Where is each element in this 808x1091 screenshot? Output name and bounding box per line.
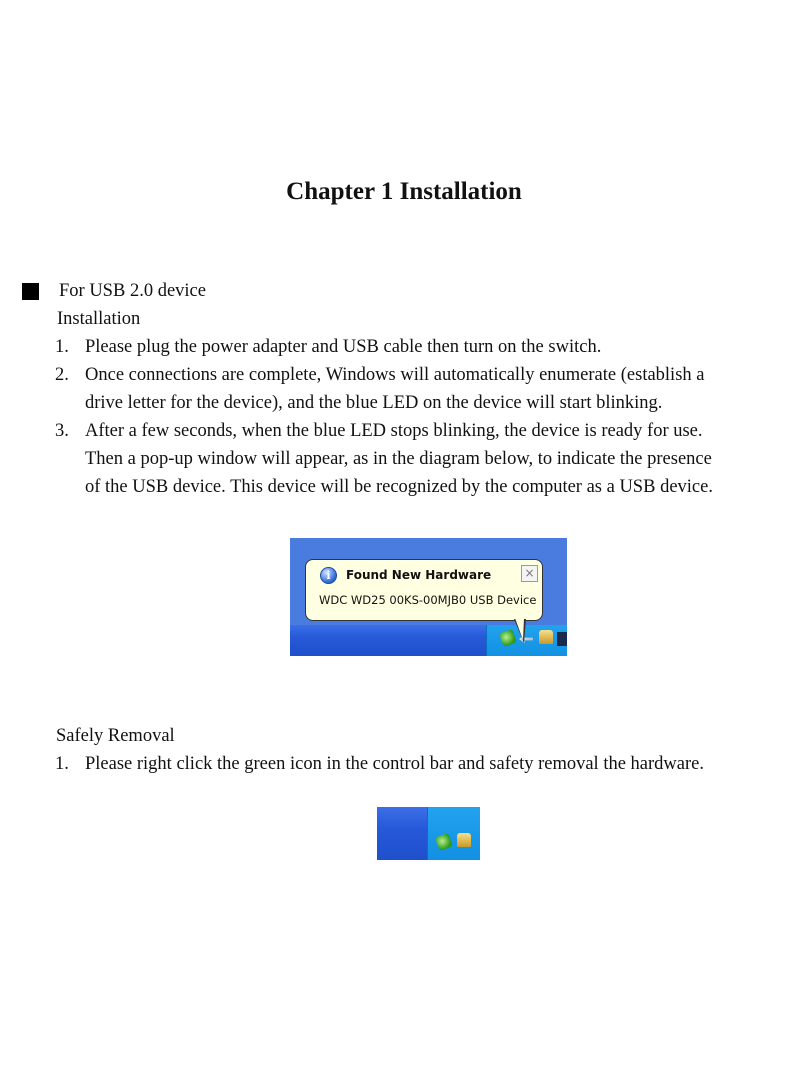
removal-heading: Safely Removal: [56, 726, 175, 746]
step-number: 1.: [55, 337, 69, 357]
keys-icon[interactable]: [539, 630, 553, 644]
found-new-hardware-screenshot: [290, 538, 567, 656]
info-icon: i: [320, 567, 337, 584]
balloon-message: WDC WD25 00KS-00MJB0 USB Device: [319, 593, 537, 607]
section-heading: For USB 2.0 device: [59, 281, 206, 301]
balloon-tail-fill: [515, 618, 524, 640]
system-tray: [486, 625, 567, 656]
step-text: Then a pop-up window will appear, as in the diagram below, to indicate the presence: [85, 449, 712, 469]
section-bullet-icon: [22, 283, 39, 300]
step-text: Once connections are complete, Windows will automatically enumerate (establish a: [85, 365, 705, 385]
notification-balloon[interactable]: [305, 559, 543, 621]
dark-icon[interactable]: [557, 632, 567, 646]
step-text: Please plug the power adapter and USB cable then turn on the switch.: [85, 337, 602, 357]
usb-safe-remove-icon[interactable]: [435, 833, 453, 851]
system-tray: [427, 807, 480, 860]
step-text: After a few seconds, when the blue LED stops blinking, the device is ready for use.: [85, 421, 703, 441]
page-title: Chapter 1 Installation: [286, 178, 522, 205]
step-number: 3.: [55, 421, 69, 441]
tray-icons-screenshot: [377, 807, 480, 860]
keys-icon[interactable]: [457, 833, 471, 847]
step-text: drive letter for the device), and the blue LED on the device will start blinking.: [85, 393, 663, 413]
balloon-title: Found New Hardware: [346, 568, 492, 582]
step-number: 1.: [55, 754, 69, 774]
step-number: 2.: [55, 365, 69, 385]
step-text: of the USB device. This device will be recognized by the computer as a USB device.: [85, 477, 713, 497]
installation-heading: Installation: [57, 309, 141, 329]
step-text: Please right click the green icon in the control bar and safety removal the hardware.: [85, 754, 704, 774]
close-icon[interactable]: ×: [521, 565, 538, 582]
